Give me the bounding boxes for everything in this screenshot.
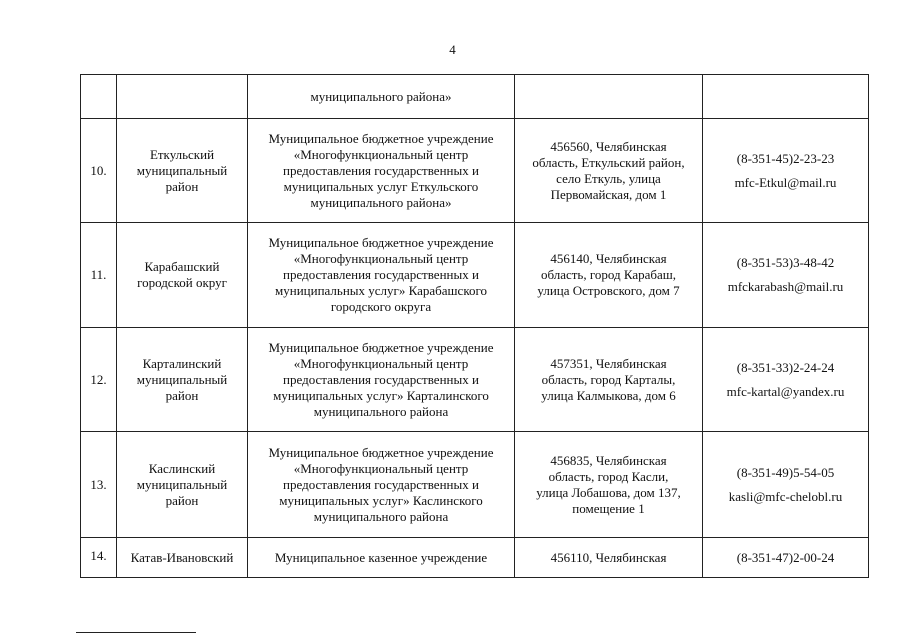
phone-number: (8-351-53)3-48-42	[736, 255, 835, 270]
address-line: улица Лобашова, дом 137,	[536, 484, 681, 500]
address-line: 457351, Челябинская	[550, 355, 667, 371]
institution-line: муниципальных услуг Еткульского	[283, 178, 479, 194]
table-body	[81, 75, 869, 578]
contacts-cell	[703, 328, 869, 432]
institution-line: муниципальных услуг» Каслинского	[279, 492, 483, 508]
footnote-separator	[76, 632, 196, 633]
contacts-cell	[703, 223, 869, 328]
district-cell	[117, 223, 248, 328]
district-line: Карталинский	[142, 355, 222, 371]
district-line: Каслинский	[148, 460, 216, 476]
institution-cell	[248, 119, 515, 223]
phone-number: (8-351-45)2-23-23	[736, 150, 835, 166]
district-cell	[117, 432, 248, 538]
address-line: 456140, Челябинская	[550, 251, 667, 266]
district-cell	[117, 538, 248, 578]
email-address: mfckarabash@mail.ru	[727, 279, 844, 294]
table-row	[81, 75, 869, 119]
address-line: улица Калмыкова, дом 6	[541, 387, 676, 403]
phone-number: (8-351-47)2-00-24	[736, 549, 835, 565]
district-cell	[117, 75, 248, 119]
institution-line: муниципальных услуг» Карабашского	[275, 283, 487, 298]
address-line: область, город Карабаш,	[540, 267, 677, 282]
row-number-cell	[81, 75, 117, 119]
institution-line: Муниципальное бюджетное учреждение	[268, 235, 494, 250]
address-line: 456560, Челябинская	[550, 138, 667, 154]
institution-cell	[248, 223, 515, 328]
row-number-cell: 11.	[81, 223, 117, 328]
address-line: улица Островского, дом 7	[537, 283, 680, 298]
table-row	[81, 119, 869, 223]
contacts-cell	[703, 538, 869, 578]
address-cell	[515, 119, 703, 223]
row-number-cell: 14.	[81, 538, 117, 578]
institution-line: «Многофункциональный центр	[293, 146, 469, 162]
address-line: 456835, Челябинская	[550, 452, 667, 468]
institution-cell	[248, 75, 515, 119]
address-cell	[515, 538, 703, 578]
institution-line: предоставления государственных и	[283, 476, 479, 492]
district-line: муниципальный	[136, 371, 228, 387]
phone-number: (8-351-49)5-54-05	[736, 464, 835, 480]
district-line: муниципальный	[136, 162, 228, 178]
table-row	[81, 432, 869, 538]
institution-line: «Многофункциональный центр	[293, 460, 469, 476]
address-cell	[515, 75, 703, 119]
district-line: район	[165, 492, 199, 508]
row-number-cell: 13.	[81, 432, 117, 538]
institution-line: муниципальных услуг» Карталинского	[273, 387, 489, 403]
institution-line: Муниципальное бюджетное учреждение	[268, 444, 494, 460]
institution-cell	[248, 538, 515, 578]
institution-cell	[248, 328, 515, 432]
contacts-cell	[703, 432, 869, 538]
institution-line: предоставления государственных и	[283, 162, 479, 178]
institution-line: Муниципальное бюджетное учреждение	[268, 130, 494, 146]
row-number-cell: 10.	[81, 119, 117, 223]
institution-line: Муниципальное казенное учреждение	[274, 549, 488, 565]
address-line: село Еткуль, улица	[556, 170, 661, 186]
email-address: mfc-kartal@yandex.ru	[726, 383, 845, 399]
district-line: Карабашский	[144, 259, 220, 274]
table-row	[81, 328, 869, 432]
address-cell	[515, 223, 703, 328]
email-address: kasli@mfc-chelobl.ru	[728, 488, 843, 504]
institution-line: «Многофункциональный центр	[293, 251, 469, 266]
district-cell	[117, 328, 248, 432]
district-line: Еткульский	[149, 146, 215, 162]
institution-line: муниципального района	[313, 508, 449, 524]
contacts-cell	[703, 75, 869, 119]
institution-line: муниципального района	[313, 403, 449, 419]
institution-cell	[248, 432, 515, 538]
district-line: район	[165, 178, 199, 194]
table-row	[81, 538, 869, 578]
institution-line: городского округа	[330, 299, 432, 314]
page-number: 4	[449, 42, 456, 57]
institution-line: муниципального района»	[310, 194, 452, 210]
district-line: городской округ	[137, 275, 227, 290]
address-cell	[515, 328, 703, 432]
contacts-cell	[703, 119, 869, 223]
email-address: mfc-Etkul@mail.ru	[734, 174, 837, 190]
address-line: область, город Карталы,	[541, 371, 676, 387]
address-line: Первомайская, дом 1	[550, 186, 667, 202]
address-line: область, город Касли,	[548, 468, 669, 484]
table-row	[81, 223, 869, 328]
institution-line: муниципального района»	[310, 88, 452, 104]
phone-number: (8-351-33)2-24-24	[736, 359, 835, 375]
address-line: область, Еткульский район,	[532, 154, 685, 170]
address-cell	[515, 432, 703, 538]
district-cell	[117, 119, 248, 223]
address-line: помещение 1	[572, 500, 645, 516]
district-line: район	[165, 387, 199, 403]
row-number-cell: 12.	[81, 328, 117, 432]
district-line: муниципальный	[136, 476, 228, 492]
district-line: Катав-Ивановский	[130, 549, 234, 565]
institution-line: Муниципальное бюджетное учреждение	[268, 339, 494, 355]
institution-line: «Многофункциональный центр	[293, 355, 469, 371]
institution-line: предоставления государственных и	[283, 267, 479, 282]
mfc-registry-table	[80, 74, 869, 578]
institution-line: предоставления государственных и	[283, 371, 479, 387]
address-line: 456110, Челябинская	[550, 549, 667, 565]
